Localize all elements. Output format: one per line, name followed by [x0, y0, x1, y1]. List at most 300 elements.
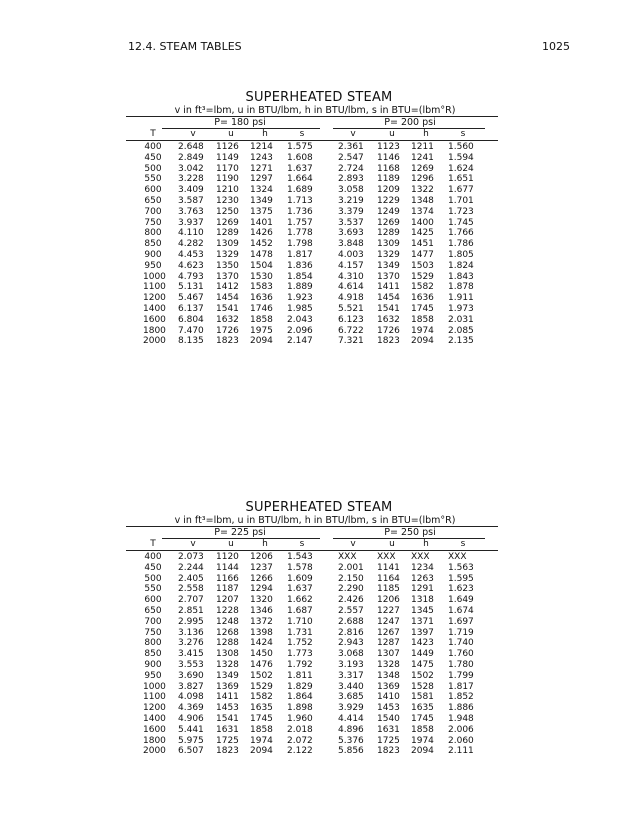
table-cell: 1371 [411, 616, 434, 627]
table-cell: 550 [144, 584, 162, 595]
table-cell: 1190 [216, 174, 239, 185]
table-cell: 1726 [377, 325, 400, 336]
table-cell: 1374 [411, 206, 434, 217]
table-cell: 2.031 [448, 314, 474, 325]
table-cell: 1745 [411, 304, 434, 314]
table-row [0, 326, 638, 336]
table-cell: 3.690 [178, 670, 204, 681]
table-grid [0, 129, 638, 369]
table-cell: XXX [377, 552, 396, 562]
table-cell: 1.889 [287, 282, 313, 293]
table-row [0, 250, 638, 260]
table-cell: 700 [144, 206, 162, 217]
table-cell: 1.662 [287, 595, 313, 606]
table-cell: 1210 [216, 185, 239, 196]
table-cell: 1329 [216, 250, 239, 260]
table-cell: 1635 [411, 703, 434, 714]
table-cell: 950 [144, 670, 162, 681]
table-cell: 1974 [250, 735, 273, 746]
table-cell: 2.816 [338, 627, 364, 638]
table-cell: 5.975 [178, 735, 204, 746]
table-cell: 1206 [377, 595, 400, 606]
table-cell: 1529 [411, 271, 434, 282]
table-row [0, 272, 638, 282]
table-cell: 1.637 [287, 163, 313, 174]
table-cell: 1858 [250, 724, 273, 735]
table-row [0, 692, 638, 702]
table-cell: 700 [144, 616, 162, 627]
table-cell: 2.849 [178, 152, 204, 163]
table-cell: 1426 [250, 228, 273, 239]
table-cell: 1.923 [287, 293, 313, 304]
table-cell: 1.752 [287, 638, 313, 649]
table-cell: 1529 [250, 681, 273, 692]
table-row [0, 671, 638, 681]
table-row [0, 196, 638, 206]
table-cell: 1.710 [287, 616, 313, 627]
table-cell: 1478 [250, 250, 273, 260]
table-cell: 1.723 [448, 206, 474, 217]
table-cell: 1309 [377, 239, 400, 250]
table-cell: 1287 [377, 638, 400, 649]
table-cell: 1.780 [448, 660, 474, 670]
table-row [0, 736, 638, 746]
units-line: v in ft³=lbm, u in BTU/lbm, h in BTU/lbm, s in BTU=(lbm°R) [174, 105, 456, 116]
table-cell: 1370 [216, 271, 239, 282]
table-cell: 4.282 [178, 239, 204, 250]
table-cell: 1.757 [287, 217, 313, 228]
table-cell: 1.664 [287, 174, 313, 185]
table-cell: 1189 [377, 174, 400, 185]
table-cell: 2.426 [338, 595, 364, 606]
table-cell: 1170 [216, 163, 239, 174]
table-cell: 1.843 [448, 271, 474, 282]
table-row [0, 174, 638, 184]
table-cell: 1746 [250, 304, 273, 314]
pressure-label-left: P= 225 psi [214, 527, 266, 538]
column-header: T [150, 539, 156, 549]
table-cell: 6.123 [338, 314, 364, 325]
table-cell: 1291 [411, 584, 434, 595]
table-cell: 3.317 [338, 670, 364, 681]
table-row [0, 207, 638, 217]
table-cell: 1726 [216, 325, 239, 336]
table-cell: 2.244 [178, 562, 204, 573]
table-cell: 1200 [143, 703, 166, 714]
table-cell: 1725 [377, 735, 400, 746]
section-heading: 12.4. STEAM TABLES [128, 40, 242, 53]
table-cell: 5.856 [338, 746, 364, 757]
table-cell: 4.369 [178, 703, 204, 714]
table-cell: 1823 [216, 336, 239, 347]
table-row [0, 638, 638, 648]
table-cell: 2094 [411, 336, 434, 347]
table-cell: 1211 [411, 142, 434, 152]
table-cell: 2.001 [338, 562, 364, 573]
table-row [0, 293, 638, 303]
table-cell: 1411 [216, 692, 239, 703]
table-cell: 1530 [250, 271, 273, 282]
table-cell: 1504 [250, 260, 273, 271]
table-cell: 4.896 [338, 724, 364, 735]
table-cell: 5.441 [178, 724, 204, 735]
table-row [0, 282, 638, 292]
table-cell: 550 [144, 174, 162, 185]
table-cell: 3.042 [178, 163, 204, 174]
table-cell: 1745 [411, 714, 434, 724]
table-cell: 1297 [250, 174, 273, 185]
table-row [0, 218, 638, 228]
table-cell: 1329 [377, 250, 400, 260]
table-cell: 3.587 [178, 196, 204, 206]
table-cell: 650 [144, 196, 162, 206]
table-cell: 1.778 [287, 228, 313, 239]
table-cell: 1209 [377, 185, 400, 196]
table-cell: 1.674 [448, 606, 474, 616]
table-cell: 1631 [377, 724, 400, 735]
table-cell: 2.688 [338, 616, 364, 627]
table-cell: 1582 [250, 692, 273, 703]
table-cell: 1541 [216, 304, 239, 314]
table-cell: 3.553 [178, 660, 204, 670]
table-cell: 2.111 [448, 746, 474, 757]
table-cell: 1294 [250, 584, 273, 595]
table-row [0, 595, 638, 605]
table-cell: 1.829 [287, 681, 313, 692]
table-cell: 1144 [216, 562, 239, 573]
table-cell: 1503 [411, 260, 434, 271]
table-cell: 1320 [250, 595, 273, 606]
table-cell: 3.193 [338, 660, 364, 670]
table-cell: 1.817 [448, 681, 474, 692]
column-header: u [389, 539, 395, 549]
table-cell: 2.060 [448, 735, 474, 746]
table-cell: 1000 [143, 271, 166, 282]
table-cell: 1146 [377, 152, 400, 163]
table-cell: 3.219 [338, 196, 364, 206]
table-cell: 1477 [411, 250, 434, 260]
table-cell: 1.786 [448, 239, 474, 250]
table-cell: 1227 [377, 606, 400, 616]
table-cell: 2.150 [338, 573, 364, 584]
table-cell: 1600 [143, 314, 166, 325]
table-cell: XXX [338, 552, 357, 562]
table-cell: 1581 [411, 692, 434, 703]
table-row [0, 153, 638, 163]
table-cell: 1400 [143, 714, 166, 724]
table-cell: 1164 [377, 573, 400, 584]
table-row [0, 164, 638, 174]
table-cell: 450 [144, 562, 162, 573]
table-cell: 1.745 [448, 217, 474, 228]
table-cell: 1243 [250, 152, 273, 163]
table-cell: 2.851 [178, 606, 204, 616]
table-cell: 1269 [377, 217, 400, 228]
table-cell: 1328 [377, 660, 400, 670]
table-cell: 800 [144, 638, 162, 649]
table-cell: 1100 [143, 282, 166, 293]
table-row [0, 746, 638, 756]
column-header: T [150, 129, 156, 139]
table-cell: 3.929 [338, 703, 364, 714]
table-cell: 1.719 [448, 627, 474, 638]
table-cell: 850 [144, 649, 162, 660]
column-header: u [228, 539, 234, 549]
table-cell: 1269 [216, 217, 239, 228]
table-cell: 1823 [377, 746, 400, 757]
rule-header-under [126, 550, 498, 551]
table-cell: 1.595 [448, 573, 474, 584]
table-cell: 1000 [143, 681, 166, 692]
table-cell: 2.085 [448, 325, 474, 336]
table-cell: 1452 [250, 239, 273, 250]
table-cell: 1372 [250, 616, 273, 627]
table-cell: 1345 [411, 606, 434, 616]
table-cell: 1.697 [448, 616, 474, 627]
table-cell: 1.701 [448, 196, 474, 206]
table-cell: 1.563 [448, 562, 474, 573]
table-cell: 1.878 [448, 282, 474, 293]
pressure-label-right: P= 250 psi [384, 527, 436, 538]
table-row [0, 725, 638, 735]
table-cell: 1541 [377, 304, 400, 314]
table-cell: 1267 [377, 627, 400, 638]
table-cell: 1423 [411, 638, 434, 649]
table-cell: 1.637 [287, 584, 313, 595]
table-cell: 2.707 [178, 595, 204, 606]
table-cell: 1268 [216, 627, 239, 638]
table-cell: 1.651 [448, 174, 474, 185]
table-cell: 2.893 [338, 174, 364, 185]
table-cell: 1288 [216, 638, 239, 649]
table-cell: 850 [144, 239, 162, 250]
table-cell: 1.608 [287, 152, 313, 163]
table-cell: 1.687 [287, 606, 313, 616]
table-cell: 650 [144, 606, 162, 616]
table-cell: 2.558 [178, 584, 204, 595]
table-cell: 1.713 [287, 196, 313, 206]
table-cell: 1346 [250, 606, 273, 616]
table-row [0, 714, 638, 724]
table-row [0, 574, 638, 584]
table-cell: 2.096 [287, 325, 313, 336]
table-cell: 1583 [250, 282, 273, 293]
table-cell: 1.805 [448, 250, 474, 260]
table-cell: 1307 [377, 649, 400, 660]
table-cell: 1400 [411, 217, 434, 228]
table-cell: 3.693 [338, 228, 364, 239]
table-cell: 3.537 [338, 217, 364, 228]
table-cell: 1271 [250, 163, 273, 174]
table-cell: 1.960 [287, 714, 313, 724]
table-cell: 600 [144, 185, 162, 196]
table-cell: 400 [144, 142, 162, 152]
table-row [0, 584, 638, 594]
table-cell: 1349 [377, 260, 400, 271]
table-cell: 1269 [411, 163, 434, 174]
table-cell: 1401 [250, 217, 273, 228]
table-cell: 1453 [377, 703, 400, 714]
table-cell: 1.985 [287, 304, 313, 314]
table-cell: 5.131 [178, 282, 204, 293]
table-cell: 1.677 [448, 185, 474, 196]
table-cell: 5.376 [338, 735, 364, 746]
table-cell: 1234 [411, 562, 434, 573]
table-row [0, 552, 638, 562]
table-cell: 750 [144, 217, 162, 228]
table-cell: 1.798 [287, 239, 313, 250]
table-cell: 2.122 [287, 746, 313, 757]
table-cell: 1425 [411, 228, 434, 239]
table-cell: 1540 [377, 714, 400, 724]
table-cell: 1800 [143, 735, 166, 746]
table-cell: 1453 [216, 703, 239, 714]
table-cell: 900 [144, 250, 162, 260]
table-cell: 1.824 [448, 260, 474, 271]
table-cell: 800 [144, 228, 162, 239]
table-cell: 1.623 [448, 584, 474, 595]
steam-table [0, 90, 638, 390]
table-cell: 1541 [216, 714, 239, 724]
table-cell: 1400 [143, 304, 166, 314]
table-cell: 1.792 [287, 660, 313, 670]
table-cell: 2.995 [178, 616, 204, 627]
table-cell: 1823 [377, 336, 400, 347]
column-header: v [350, 129, 356, 139]
table-row [0, 185, 638, 195]
table-cell: 1.575 [287, 142, 313, 152]
table-cell: 1237 [250, 562, 273, 573]
table-cell: 3.409 [178, 185, 204, 196]
table-cell: 1228 [216, 606, 239, 616]
table-cell: 1.740 [448, 638, 474, 649]
table-cell: 950 [144, 260, 162, 271]
table-cell: 1450 [250, 649, 273, 660]
table-row [0, 628, 638, 638]
column-header: s [460, 129, 466, 139]
table-cell: 1296 [411, 174, 434, 185]
table-cell: 1120 [216, 552, 239, 562]
table-cell: 2094 [250, 746, 273, 757]
table-title: SUPERHEATED STEAM [245, 500, 393, 515]
units-line: v in ft³=lbm, u in BTU/lbm, h in BTU/lbm, s in BTU=(lbm°R) [174, 515, 456, 526]
table-cell: 2.072 [287, 735, 313, 746]
table-cell: 4.098 [178, 692, 204, 703]
table-cell: 3.068 [338, 649, 364, 660]
column-header: u [228, 129, 234, 139]
table-cell: 2.405 [178, 573, 204, 584]
table-cell: 1858 [411, 724, 434, 735]
steam-table [0, 500, 638, 800]
table-cell: 2.290 [338, 584, 364, 595]
table-cell: 1.817 [287, 250, 313, 260]
table-cell: 1.854 [287, 271, 313, 282]
table-cell: 4.906 [178, 714, 204, 724]
table-cell: 1.911 [448, 293, 474, 304]
table-cell: 1149 [216, 152, 239, 163]
table-row [0, 261, 638, 271]
table-cell: 1168 [377, 163, 400, 174]
table-cell: 1632 [377, 314, 400, 325]
table-cell: 6.804 [178, 314, 204, 325]
table-cell: 1528 [411, 681, 434, 692]
table-cell: 1.594 [448, 152, 474, 163]
table-row [0, 239, 638, 249]
table-cell: 6.137 [178, 304, 204, 314]
table-cell: 4.614 [338, 282, 364, 293]
table-cell: 6.507 [178, 746, 204, 757]
rule-header-under [126, 140, 498, 141]
table-cell: 1.836 [287, 260, 313, 271]
table-cell: 1289 [377, 228, 400, 239]
table-cell: 1126 [216, 142, 239, 152]
table-cell: 1249 [377, 206, 400, 217]
table-cell: 4.157 [338, 260, 364, 271]
table-cell: 1475 [411, 660, 434, 670]
table-cell: 1.811 [287, 670, 313, 681]
column-header: u [389, 129, 395, 139]
table-cell: 1324 [250, 185, 273, 196]
table-cell: 2.073 [178, 552, 204, 562]
table-cell: 3.848 [338, 239, 364, 250]
table-cell: 1.736 [287, 206, 313, 217]
table-row [0, 563, 638, 573]
table-cell: 1858 [250, 314, 273, 325]
table-cell: 1745 [250, 714, 273, 724]
table-cell: 3.276 [178, 638, 204, 649]
table-cell: 1.560 [448, 142, 474, 152]
table-cell: 1.624 [448, 163, 474, 174]
table-cell: 3.685 [338, 692, 364, 703]
table-cell: 1318 [411, 595, 434, 606]
table-cell: 1398 [250, 627, 273, 638]
table-cell: 4.003 [338, 250, 364, 260]
table-cell: 1975 [250, 325, 273, 336]
table-cell: 1412 [216, 282, 239, 293]
table-grid [0, 539, 638, 779]
table-cell: 1449 [411, 649, 434, 660]
column-header: v [190, 539, 196, 549]
table-row [0, 703, 638, 713]
table-cell: 7.321 [338, 336, 364, 347]
pressure-label-left: P= 180 psi [214, 117, 266, 128]
table-cell: 750 [144, 627, 162, 638]
table-cell: 1187 [216, 584, 239, 595]
table-cell: 1.649 [448, 595, 474, 606]
table-cell: 1454 [216, 293, 239, 304]
table-cell: 3.763 [178, 206, 204, 217]
table-cell: 1636 [250, 293, 273, 304]
table-cell: 3.415 [178, 649, 204, 660]
table-cell: 2.135 [448, 336, 474, 347]
table-cell: 1263 [411, 573, 434, 584]
table-cell: 4.110 [178, 228, 204, 239]
table-cell: 1214 [250, 142, 273, 152]
table-cell: 3.440 [338, 681, 364, 692]
header-row [0, 539, 638, 549]
column-header: h [262, 129, 268, 139]
table-cell: 1348 [377, 670, 400, 681]
table-cell: 1451 [411, 239, 434, 250]
table-row [0, 606, 638, 616]
table-cell: 1.973 [448, 304, 474, 314]
table-cell: 1502 [250, 670, 273, 681]
table-cell: 1.898 [287, 703, 313, 714]
table-cell: 2000 [143, 746, 166, 757]
table-cell: 500 [144, 573, 162, 584]
table-cell: 1397 [411, 627, 434, 638]
table-cell: 5.467 [178, 293, 204, 304]
